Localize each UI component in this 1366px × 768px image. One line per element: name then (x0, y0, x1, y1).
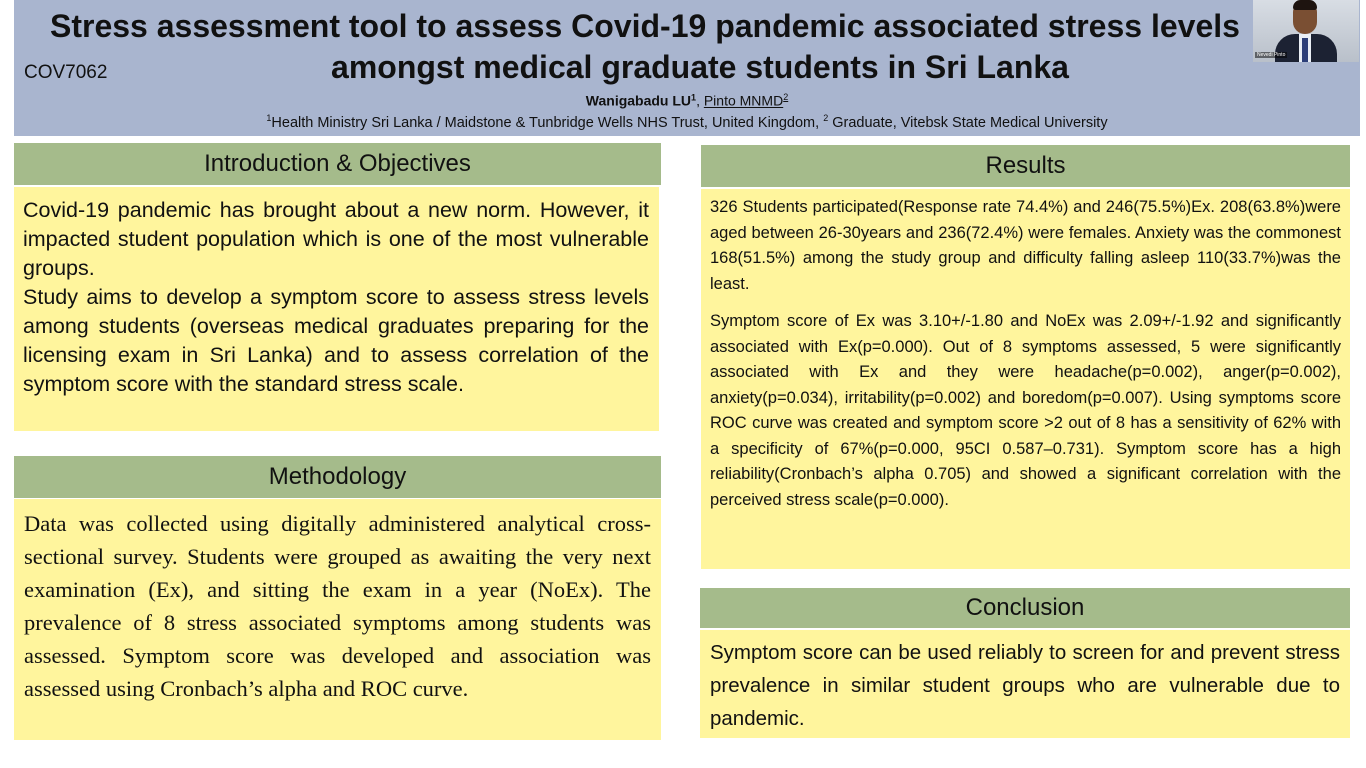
intro-heading: Introduction & Objectives (14, 143, 661, 185)
poster-title-line1: Stress assessment tool to assess Covid-19 pandemic associated stress levels (50, 8, 1240, 44)
poster-title (50, 6, 1350, 88)
methodology-heading: Methodology (14, 456, 661, 498)
author-2: Pinto MNMD (703, 92, 784, 109)
poster-header (14, 0, 1360, 136)
affil-sup-2: 2 (823, 113, 829, 123)
author-1-sup: 1 (691, 92, 697, 102)
affiliation-1: Health Ministry Sri Lanka / Maidstone & Tunbridge Wells NHS Trust, United Kingdom, (271, 114, 824, 131)
results-paragraph-1: 326 Students participated(Response rate 74.4%) and 246(75.5%)Ex. 208(63.8%)were aged between 26-30years and 236(72.4%) were females. Anxiety was the commonest 168(51.5%) among the study group and difficulty falling asleep 110(33.7%)was the least. (710, 198, 1341, 293)
presenter-tie (1302, 38, 1308, 62)
conclusion-body (700, 630, 1350, 738)
methodology-body (14, 499, 661, 740)
intro-paragraph-1: Covid-19 pandemic has brought about a new norm. However, it impacted student population which is one of the most vulnerable groups. (23, 198, 649, 280)
results-body (701, 189, 1350, 569)
poster-code: COV7062 (24, 62, 108, 83)
affil-sup-1: 1 (266, 113, 272, 123)
results-paragraph-2: Symptom score of Ex was 3.10+/-1.80 and NoEx was 2.09+/-1.92 and significantly associated with Ex(p=0.000). Out of 8 symptoms assessed, 5 were significantly associated with Ex and they were headache(p=0.002), anger(p=0.002), anxiety(p=0.034), irritability(p=0.002) and boredom(p=0.007). Using symptoms score ROC curve was created and symptom score >2 out of 8 has a sensitivity of 62% with a specificity of 67%(p=0.000, 95CI 0.587–0.731). Symptom score has a high reliability(Cronbach’s alpha 0.705) and showed a significant correlation with the perceived stress scale(p=0.000). (710, 312, 1341, 509)
poster-title-line2: amongst medical graduate students in Sri Lanka (331, 49, 1069, 85)
methodology-paragraph: Data was collected using digitally administered analytical cross-sectional survey. Students were grouped as awaiting the very next examination (Ex), and sitting the exam in a year (NoEx). The prevalence of 8 stress associated symptoms among students was assessed. Symptom score was developed and association was assessed using Cronbach’s alpha and ROC curve. (24, 511, 651, 701)
intro-paragraph-2: Study aims to develop a symptom score to assess stress levels among students (overseas medical graduates preparing for the licensing exam in Sri Lanka) and to assess correlation of the symptom score with the standard stress scale. (23, 285, 649, 396)
author-separator: , (696, 92, 704, 109)
author-1: Wanigabadu LU (585, 92, 692, 109)
author-2-sup: 2 (783, 92, 789, 102)
poster-affiliations (14, 113, 1360, 131)
conclusion-paragraph: Symptom score can be used reliably to screen for and prevent stress prevalence in similar student groups who are vulnerable due to pandemic. (710, 641, 1340, 730)
intro-body (14, 187, 659, 431)
presenter-hair (1293, 0, 1317, 10)
affiliation-2: Graduate, Vitebsk State Medical University (828, 114, 1108, 131)
conclusion-heading: Conclusion (700, 588, 1350, 628)
poster-authors (14, 92, 1360, 109)
webcam-name-label: Nevedi Pinto (1257, 52, 1286, 58)
webcam-overlay[interactable] (1253, 0, 1359, 62)
results-heading: Results (701, 145, 1350, 187)
